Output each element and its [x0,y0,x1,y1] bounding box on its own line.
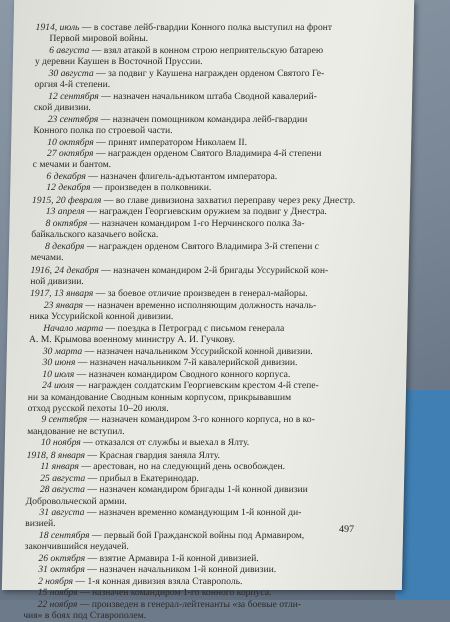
entry-text: — награжден Георгиевским оружием за подвиг у Днестра. [84,206,327,218]
entry-date: 10 июля [42,368,75,380]
entry-text: — первый бой Гражданской войны под Армавиром, [89,529,305,541]
entry-line [29,323,381,334]
entry-date: 13 апреля [45,206,85,218]
entry-line [31,218,383,229]
entry-line [33,148,385,159]
chronology-entry [26,473,378,484]
entry-line [31,241,383,252]
chronology-entry [34,91,386,114]
entry-text: мандование не вступил. [27,425,125,437]
entry-date: 26 октября [38,552,86,564]
entry-date: 6 августа [49,44,90,56]
entry-text: — 1-я конная дивизия взяла Ставрополь. [72,575,243,587]
entry-date: 18 сентября [38,529,90,541]
entry-text: — назначен флигель-адъютантом императора. [85,170,278,182]
chronology-entry [35,45,387,68]
entry-line [24,576,376,587]
entry-text: — Красная гвардия заняла Ялту. [84,449,221,461]
entry-line [27,426,379,437]
entry-text: Конного полка по строевой части. [33,125,173,137]
entry-text: — награжден орденом Святого Владимира 4-й степени [93,147,322,159]
chronology-entry [24,553,376,564]
entry-line [27,414,379,425]
chronology-entry [32,206,384,217]
entry-date: 1918, 8 января [26,449,86,461]
chronology-entry [30,265,382,288]
chronology-entry [35,22,387,45]
entry-line [30,265,382,276]
entry-text: байкальского казачьего войска. [31,229,159,241]
entry-text: — назначен командиром 2-й бригады Уссурийской кон- [98,264,329,276]
entry-line [33,159,385,170]
entry-text: — назначен командиром Сводного конного корпуса. [74,368,291,380]
entry-line [26,461,378,472]
entry-text: — произведен в полковники. [90,182,212,194]
entry-date: 30 августа [48,67,94,79]
entry-date: 1916, 24 декабря [30,264,99,276]
entry-line [31,229,383,240]
entry-date: 15 ноября [37,587,78,599]
chronology-entry [23,599,375,622]
entry-text: визией. [25,518,56,530]
entry-text: Первой мировой войны. [49,33,149,45]
entry-line [32,182,384,193]
entry-text: — назначен начальником Уссурийской конной дивизии. [82,345,313,357]
entry-text: — отказался от службы и выехал в Ялту. [80,437,250,449]
entry-text: — принят императором Николаем II. [93,136,248,148]
chronology-entry [24,564,376,575]
chronology-entry [24,587,376,598]
entry-line [30,300,382,311]
chronology-entry [27,437,379,448]
entry-line [34,114,386,125]
entry-line [24,564,376,575]
chronology-entry [31,241,383,264]
entry-line [30,276,382,287]
entry-line [34,79,386,90]
entry-text: — назначен командиром 3-го конного корпуса, но в ко- [87,414,315,426]
chronology-entry [31,218,383,241]
entry-date: 30 марта [42,345,83,357]
entry-date: 9 сентября [41,414,88,426]
entry-date: 22 ноября [37,598,78,610]
entry-text: — назначен командиром 1-го Нерчинского полка За- [87,217,305,229]
entry-line [29,346,381,357]
entry-date: 23 сентября [47,113,99,125]
entry-date: 2 ноября [37,575,74,587]
entry-text: — назначен командиром бригады 1-й конной дивизии [84,484,308,496]
entry-line [24,587,376,598]
entry-date: 10 ноября [40,437,81,449]
entry-line [32,206,384,217]
entry-line [32,195,384,206]
entry-text: — произведен в генерал-лейтенанты «за боевые отли- [77,598,302,610]
chronology-list [23,22,388,622]
entry-text: — награжден солдатским Георгиевским крестом 4-й степе- [73,380,319,392]
entry-text: мечами. [30,252,64,264]
entry-line [26,473,378,484]
entry-line [29,334,381,345]
entry-date: 1915, 20 февраля [31,194,102,206]
entry-date: 28 августа [39,484,86,496]
entry-text: — взятие Армавира 1-й конной дивизией. [84,552,259,564]
chronology-entry [25,507,377,530]
entry-date: 8 октября [45,217,88,229]
entry-text: — поездка в Петроград с письмом генерала [103,322,285,334]
entry-line [33,125,385,136]
entry-line [23,599,375,610]
entry-text: — взял атакой в конном строю неприятельскую батарею [89,44,324,56]
chronology-entry [27,450,379,461]
entry-text: — за подвиг у Каушена награжден орденом Святого Ге- [93,67,325,79]
entry-date: 24 июля [41,380,75,392]
entry-line [25,507,377,518]
entry-text: — назначен временно командующим 1-й конной ди- [84,507,302,519]
entry-line [25,518,377,529]
entry-line [35,68,387,79]
entry-date: 31 августа [39,507,85,519]
entry-date: 1914, июль [35,22,80,33]
chronology-entry [32,171,384,182]
entry-line [30,288,382,299]
entry-date: 1917, 13 января [29,288,94,300]
chronology-entry [24,576,376,587]
entry-line [34,91,386,102]
entry-text: — награжден орденом Святого Владимира 3-й степени с [84,240,320,252]
entry-text: — во главе дивизиона захватил переправу через реку Днестр. [101,194,356,206]
entry-text: — назначен начальником 7-й кавалерийской дивизии. [75,357,298,369]
chronology-entry [26,484,378,507]
chronology-entry [28,369,380,380]
entry-text: отход русской пехоты 10–20 июля. [27,402,169,414]
entry-line [29,311,381,322]
entry-text: закончившийся неудачей. [24,541,129,553]
entry-text: — за боевое отличие произведен в генерал-майоры. [93,288,308,300]
entry-text: А. М. Крымова военному министру А. И. Гучкову. [28,334,236,346]
entry-date: 12 декабря [46,182,91,194]
chronology-entry [33,114,385,137]
chronology-entry [30,288,382,299]
entry-line [32,171,384,182]
entry-line [31,252,383,263]
chronology-entry [29,323,381,346]
chronology-entry [34,68,386,91]
entry-line [35,33,387,44]
entry-line [26,484,378,495]
entry-line [34,102,386,113]
entry-line [28,357,380,368]
chronology-entry [32,182,384,193]
book-page [2,0,414,622]
entry-date: 31 октября [38,564,85,576]
page-number: 497 [338,524,355,535]
entry-line [27,437,379,448]
entry-date: 23 января [43,299,84,311]
entry-date: 10 октября [47,136,94,148]
entry-text: чия» в боях под Ставрополем. [23,610,147,622]
entry-line [33,137,385,148]
chronology-entry [28,357,380,368]
entry-text: — назначен помощником командира лейб-гвардии [98,113,308,125]
chronology-entry [33,148,385,171]
entry-text: ни за командование Сводным конным корпусом, прикрывавшим [27,391,292,403]
entry-line [26,496,378,507]
entry-text: — назначен временно исполняющим должность началь- [82,299,317,311]
entry-line [23,610,375,621]
entry-text: ной дивизии. [30,275,85,287]
entry-date: 30 июня [42,357,76,369]
entry-text: — назначен начальником штаба Сводной кавалерий- [98,90,317,102]
chronology-entry [29,346,381,357]
entry-text: — назначен командиром 1-го конного корпуса. [77,587,272,599]
entry-line [28,369,380,380]
chronology-entry [27,380,380,414]
entry-date: 11 января [40,461,80,473]
entry-date: 8 декабря [44,240,85,252]
chronology-entry [25,530,377,553]
chronology-entry [32,195,384,206]
entry-text: — арестован, но на следующий день освобожден. [78,461,286,473]
chronology-entry [26,461,378,472]
entry-line [25,541,377,552]
entry-line [24,553,376,564]
entry-line [28,380,380,391]
entry-line [35,22,387,33]
entry-line [35,45,387,56]
chronology-entry [33,137,385,148]
entry-line [27,450,379,461]
entry-text: — прибыл в Екатеринодар. [85,472,199,484]
entry-line [35,56,387,67]
entry-text: ской дивизии. [33,102,91,114]
entry-date: 25 августа [40,472,86,484]
entry-text: у деревни Каушен в Восточной Пруссии. [34,56,203,68]
entry-date: 6 декабря [46,170,87,182]
entry-date: 27 октября [46,147,94,159]
chronology-entry [27,414,379,437]
entry-text: — в составе лейб-гвардии Конного полка выступил на фронт [79,22,333,33]
entry-text: Добровольческой армии. [25,495,127,507]
entry-text: ника Уссурийской конной дивизии. [29,311,174,323]
entry-text: — назначен начальником 1-й конной дивизии. [84,564,277,576]
chronology-entry [29,300,381,323]
entry-date: Начало марта [43,322,104,334]
entry-text: оргия 4-й степени. [34,79,111,91]
entry-date: 12 сентября [48,90,99,102]
entry-line [27,403,379,414]
entry-text: с мечами и бантом. [32,159,112,171]
entry-line [28,392,380,403]
entry-line [25,530,377,541]
